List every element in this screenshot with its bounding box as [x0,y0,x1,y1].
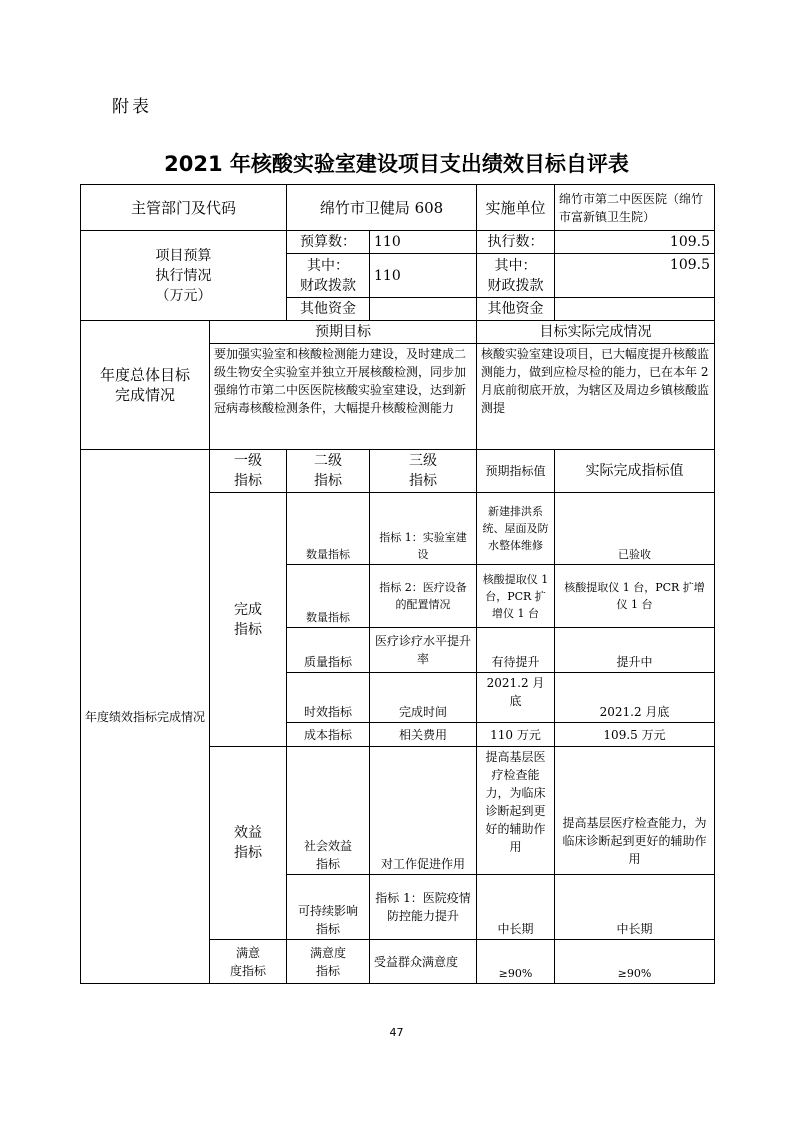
execution-amount-label: 执行数： [477,231,555,254]
fiscal-execution-value: 109.5 [555,254,715,298]
dept-label: 主管部门及代码 [81,185,287,231]
annual-goal-label: 年度总体目标 完成情况 [81,321,210,450]
actual-goal-text: 核酸实验室建设项目，已大幅度提升核酸监测能力，做到应检尽检的能力，已在本年 2 月底前彻底开放，为辖区及周边乡镇核酸监测提 [477,344,715,450]
row5-level3: 相关费用 [370,723,477,747]
row2-level2: 数量指标 [287,565,370,628]
row2-level3: 指标 2：医疗设备的配置情况 [370,565,477,628]
other-funds-exec-value [555,298,715,321]
row4-level2: 时效指标 [287,673,370,723]
execution-amount-value: 109.5 [555,231,715,254]
page-number: 47 [389,1026,404,1039]
budget-amount-label: 预算数： [287,231,370,254]
row8-actual: ≥90% [555,940,715,984]
self-evaluation-table [80,184,715,984]
budget-label: 项目预算 执行情况 （万元） [81,231,287,321]
page-title: 2021 年核酸实验室建设项目支出绩效目标自评表 [164,152,629,176]
dept-value: 绵竹市卫健局 608 [287,185,477,231]
row8-level2: 满意度 指标 [287,940,370,984]
row3-level3: 医疗诊疗水平提升率 [370,628,477,673]
unit-label: 实施单位 [477,185,555,231]
unit-value: 绵竹市第二中医医院（绵竹市富新镇卫生院） [555,185,715,231]
benefit-indicator-label: 效益 指标 [210,747,287,940]
budget-amount-value: 110 [370,231,477,254]
row5-level2: 成本指标 [287,723,370,747]
row7-level3: 指标 1：医院疫情防控能力提升 [370,875,477,940]
row7-expected: 中长期 [477,875,555,940]
row1-level2: 数量指标 [287,493,370,565]
attachment-label: 附表 [112,97,152,117]
row1-level3: 指标 1：实验室建设 [370,493,477,565]
row4-expected: 2021.2 月底 [477,673,555,723]
header-actual: 实际完成指标值 [555,450,715,493]
row1-expected: 新建排洪系统、屋面及防水整体维修 [477,493,555,565]
performance-indicators-label: 年度绩效指标完成情况 [81,450,210,984]
header-level1: 一级 指标 [210,450,287,493]
other-funds-exec-label: 其他资金 [477,298,555,321]
header-level3: 三级 指标 [370,450,477,493]
completion-indicator-label: 完成 指标 [210,493,287,747]
row2-actual: 核酸提取仪 1 台，PCR 扩增仪 1 台 [555,565,715,628]
fiscal-budget-value: 110 [370,254,477,298]
row7-actual: 中长期 [555,875,715,940]
expected-goal-text: 要加强实验室和核酸检测能力建设，及时建成二级生物安全实验室并独立开展核酸检测，同步加强绵竹市第二中医医院核酸实验室建设，达到新冠病毒核酸检测条件，大幅提升核酸检测能力 [210,344,477,450]
row8-expected: ≥90% [477,940,555,984]
row7-level2: 可持续影响 指标 [287,875,370,940]
row8-level3: 受益群众满意度 [370,940,477,984]
header-expected: 预期指标值 [477,450,555,493]
actual-goal-header: 目标实际完成情况 [477,321,715,344]
row4-level3: 完成时间 [370,673,477,723]
other-funds-budget [370,298,477,321]
row6-level3: 对工作促进作用 [370,747,477,875]
row1-actual: 已验收 [555,493,715,565]
row3-expected: 有待提升 [477,628,555,673]
satisfaction-indicator-label: 满意 度指标 [210,940,287,984]
header-level2: 二级 指标 [287,450,370,493]
row2-expected: 核酸提取仪 1 台，PCR 扩增仪 1 台 [477,565,555,628]
row5-expected: 110 万元 [477,723,555,747]
row3-level2: 质量指标 [287,628,370,673]
fiscal-budget-label: 其中： 财政拨款 [287,254,370,298]
row5-actual: 109.5 万元 [555,723,715,747]
fiscal-execution-label: 其中： 财政拨款 [477,254,555,298]
other-funds-label: 其他资金 [287,298,370,321]
row4-actual: 2021.2 月底 [555,673,715,723]
row6-expected: 提高基层医疗检查能力，为临床诊断起到更好的辅助作用 [477,747,555,875]
row6-level2: 社会效益 指标 [287,747,370,875]
row3-actual: 提升中 [555,628,715,673]
expected-goal-header: 预期目标 [210,321,477,344]
row6-actual: 提高基层医疗检查能力，为临床诊断起到更好的辅助作用 [555,747,715,875]
